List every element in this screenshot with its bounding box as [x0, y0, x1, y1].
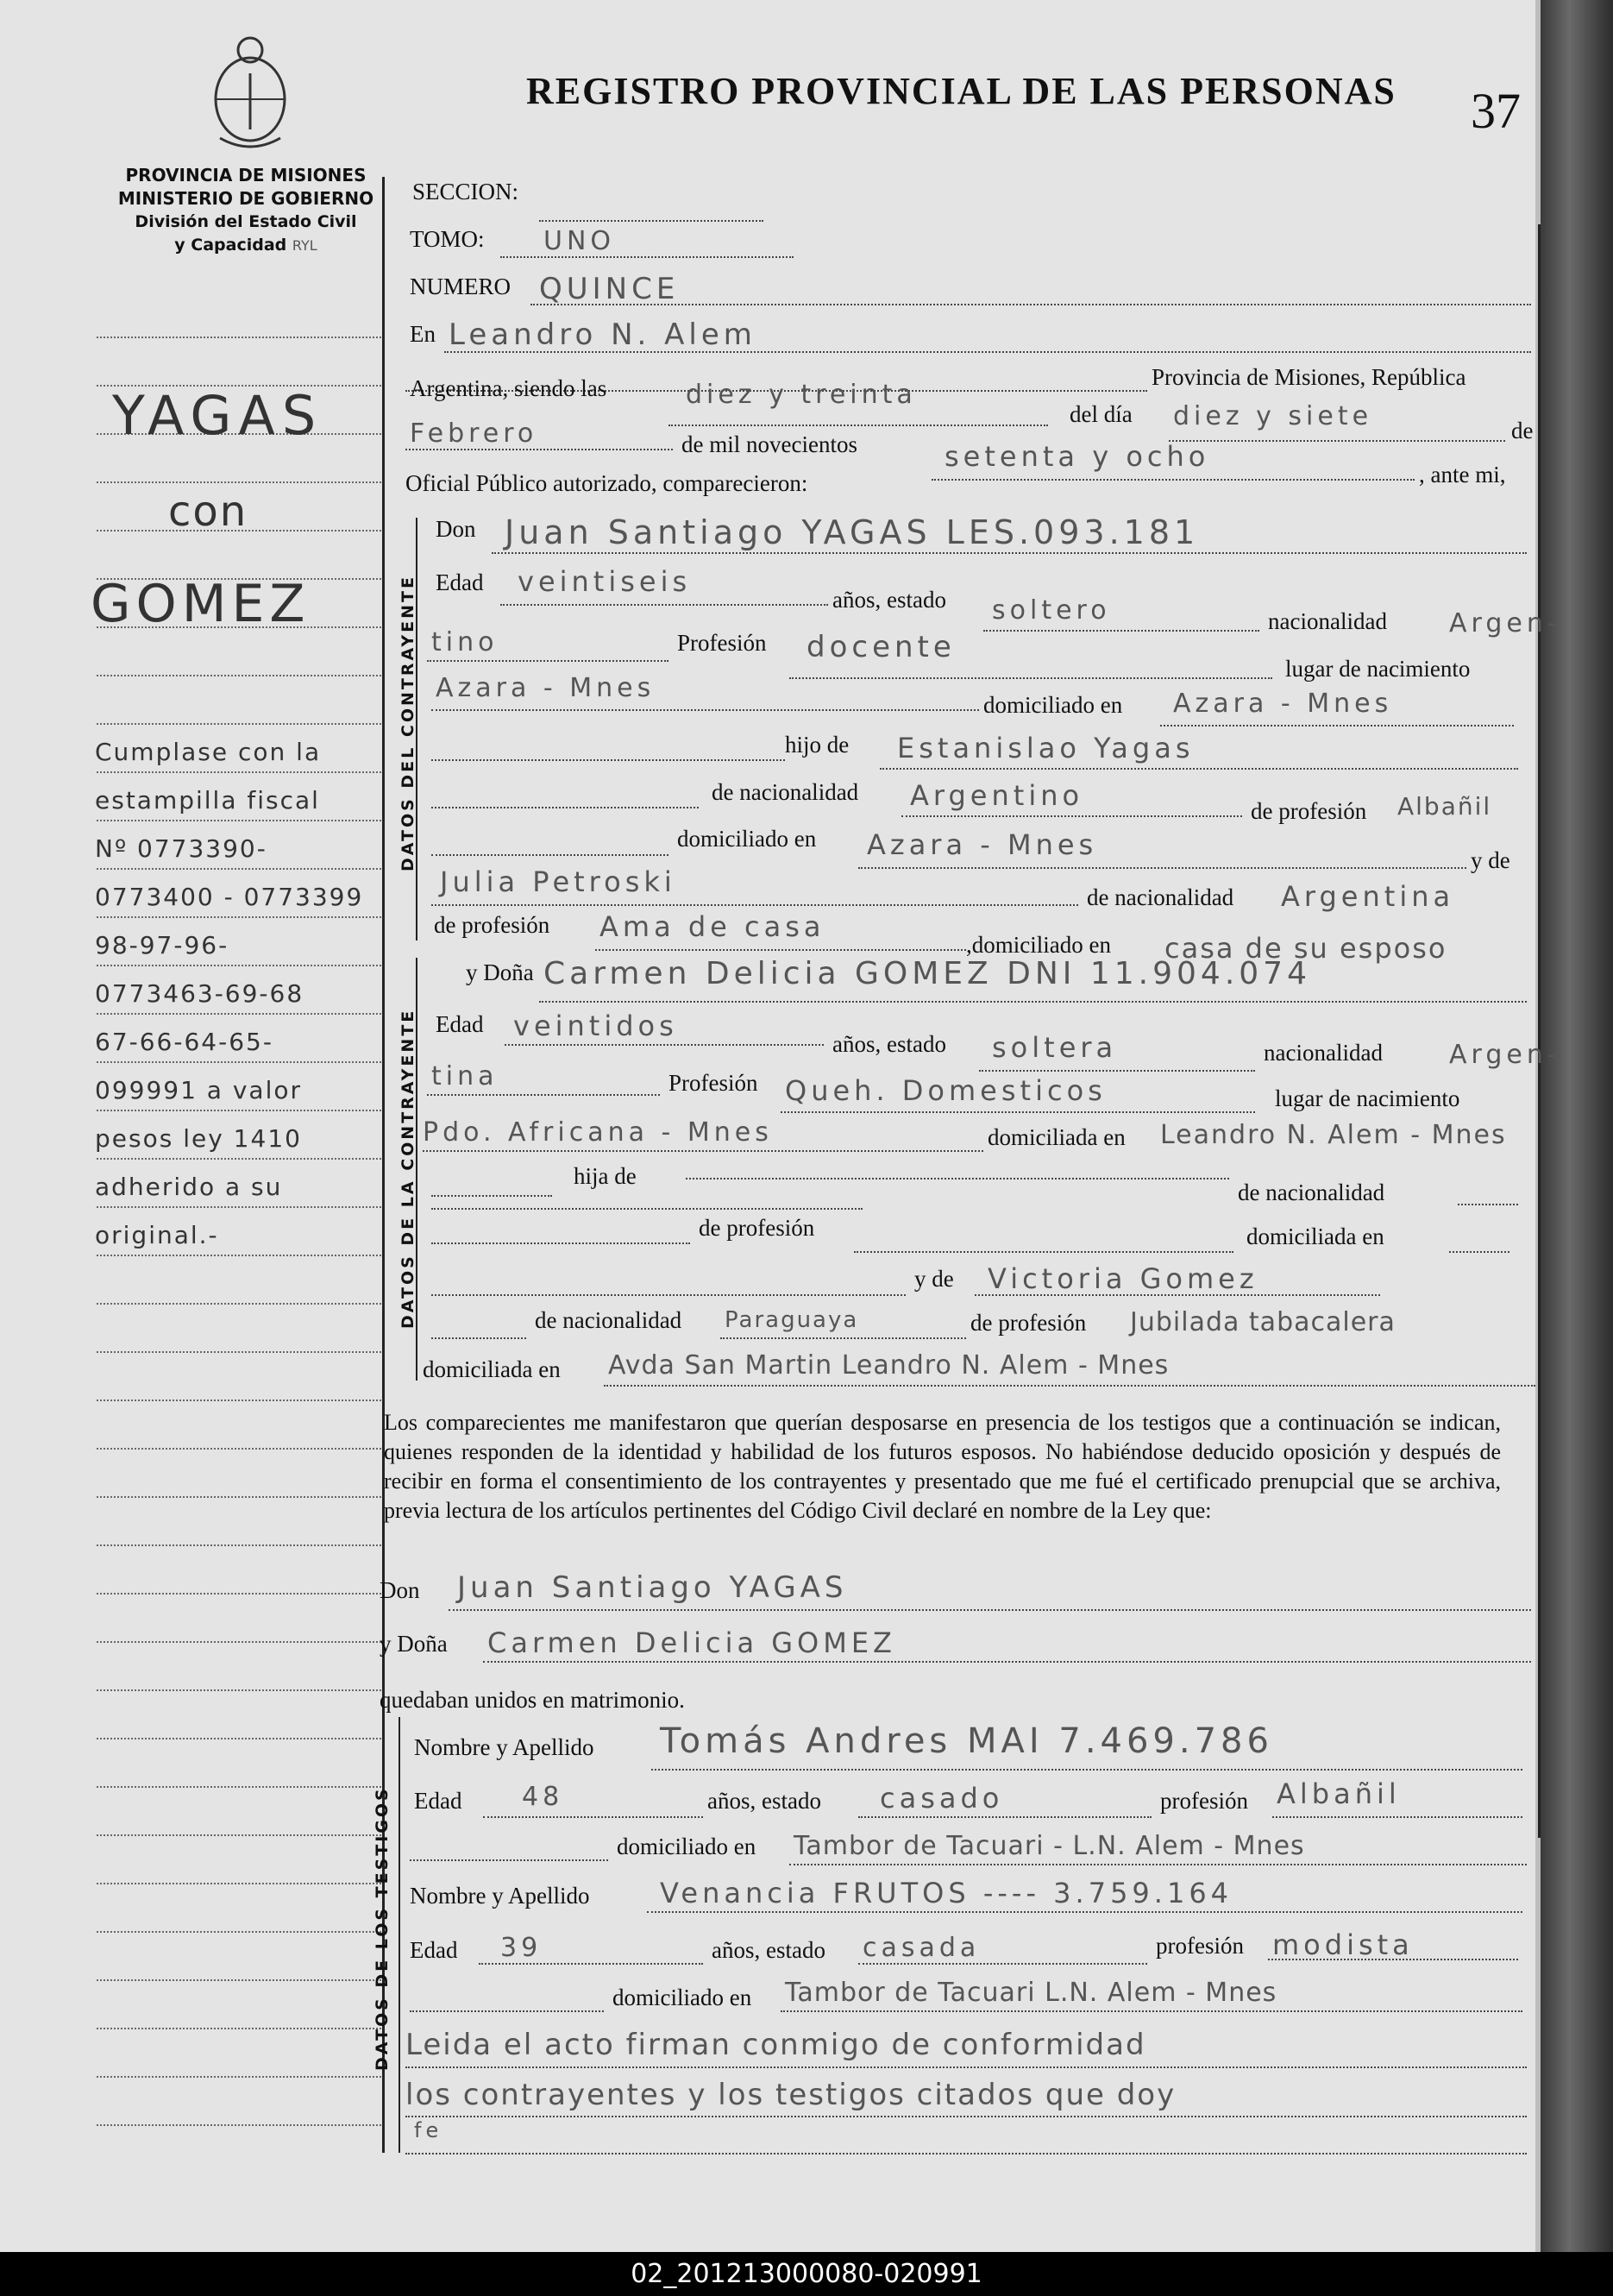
madre-domicilio-label: ,domiciliado en: [966, 932, 1111, 958]
t2-nombre: Venancia FRUTOS ---- 3.759.164: [660, 1877, 1233, 1909]
contrayenta-y-de: y de: [914, 1266, 954, 1292]
t2-estado-line: [858, 1963, 1147, 1965]
madre-prof-line: [595, 949, 966, 951]
t1-edad-label: Edad: [414, 1788, 462, 1814]
t1-profesion: Albañil: [1277, 1777, 1401, 1810]
don-line: [492, 552, 1527, 554]
seccion-label: SECCION:: [412, 179, 519, 204]
profesion-label: Profesión: [677, 630, 767, 656]
hija-second-line: [431, 1208, 863, 1210]
contrayente-edad: veintiseis: [518, 565, 692, 598]
seccion-line: [539, 220, 763, 222]
closing-line-3: fe: [414, 2118, 443, 2142]
t2-dom-line: [781, 2010, 1522, 2012]
margin-rule: [97, 916, 381, 918]
decl-don-label: Don: [380, 1577, 420, 1603]
hija-line: [686, 1178, 1229, 1179]
contrayenta-madre-domicilio-label: domiciliada en: [423, 1356, 561, 1382]
y-de-label: y de: [1471, 847, 1510, 873]
padre-dom-line: [858, 867, 1466, 869]
closing-line-3-rule: [405, 2153, 1527, 2154]
margin-rule: [97, 1786, 381, 1788]
edad-label: Edad: [436, 569, 484, 595]
contrayente-padre-domicilio: Azara - Mnes: [867, 828, 1098, 861]
t2-edad: 39: [500, 1933, 543, 1963]
contrayenta-nac-b-line: [427, 1094, 660, 1096]
contrayenta-madre-profesion-label: de profesión: [970, 1310, 1087, 1336]
t1-nombre-line: [651, 1769, 1522, 1771]
t2-edad-label: Edad: [410, 1937, 458, 1963]
margin-note-line: Nº 0773390-: [95, 834, 267, 863]
hijo-pre-line: [431, 759, 785, 761]
contrayente-madre: Julia Petroski: [440, 865, 676, 898]
contrayenta-edad-label: Edad: [436, 1011, 484, 1037]
t2-profesion-label: profesión: [1156, 1933, 1244, 1959]
prof-pre-line: [431, 1242, 690, 1244]
issuing-office: PROVINCIA DE MISIONES MINISTERIO DE GOBIERNO División del Estado Civil y Capacidad RYL: [117, 165, 374, 255]
t2-domiciliado-label: domiciliado en: [612, 1985, 752, 2010]
contrayente-padre-profesion: Albañil: [1397, 792, 1492, 821]
contrayente-madre-nacionalidad: Argentina: [1281, 880, 1455, 913]
lugar-label: lugar de nacimiento: [1285, 656, 1471, 682]
contrayenta-edad: veintidos: [513, 1010, 678, 1042]
padre-domicilio-label: domiciliado en: [677, 826, 817, 852]
margin-rule: [97, 1400, 381, 1401]
decl-dona-value: Carmen Delicia GOMEZ: [487, 1626, 896, 1659]
t1-edad-line: [483, 1816, 703, 1818]
hija-profesion-label: de profesión: [699, 1215, 815, 1241]
section-label-testigos: DATOS DE LOS TESTIGOS: [373, 1786, 392, 2071]
t2-dom-pre-line: [410, 2010, 604, 2012]
margin-rule: [97, 2076, 381, 2078]
padre-dom-pre-line: [431, 854, 668, 856]
declaration-paragraph: Los comparecientes me manifestaron que querían desposarse en presencia de los testigos que a continuación se indican, quienes responden de la identidad y habilidad de los futuros esposos. No habiéndose deducido oposición y después de recibir en forma el consentimiento de los contrayentes y presentado que me fué el certificado prenupcial que se archiva, previa lectura de los artículos pertinentes del Código Civil declaré en nombre de la Ley que:: [384, 1410, 1501, 1523]
margin-rule: [97, 1351, 381, 1353]
closing-line-2-rule: [405, 2116, 1527, 2117]
margin-rule: [97, 723, 381, 725]
hija-dom-line: [1449, 1251, 1509, 1253]
contrayenta-estado-line: [979, 1070, 1255, 1072]
t1-dom-line: [789, 1864, 1527, 1865]
margin-rule: [97, 1931, 381, 1933]
contrayenta-lugar: Pdo. Africana - Mnes: [423, 1117, 773, 1148]
contrayenta-madre: Victoria Gomez: [988, 1262, 1258, 1295]
margin-rule: [97, 2028, 381, 2029]
contrayenta-profesion: Queh. Domesticos: [785, 1074, 1107, 1107]
padre-nac-line: [901, 815, 1242, 817]
padre-nac-pre-line: [431, 807, 699, 808]
madre-line: [431, 904, 1078, 906]
margin-rule: [97, 1834, 381, 1836]
lugar-line: [431, 709, 979, 711]
testigos-rule: [399, 1717, 400, 2153]
t2-profesion: modista: [1272, 1928, 1414, 1961]
y-de-pre-line: [431, 1294, 906, 1296]
en-label: En: [410, 321, 436, 347]
contrayente-profesion: docente: [806, 630, 956, 664]
margin-note-line: pesos ley 1410: [95, 1124, 302, 1153]
hija-pre-line: [431, 1195, 552, 1197]
margin-rule: [97, 1979, 381, 1981]
margin-note-line: Cumplase con la: [95, 738, 322, 766]
numero-line: [530, 304, 1531, 305]
t1-edad: 48: [522, 1782, 564, 1812]
margin-rule: [97, 2124, 381, 2126]
t2-anios-estado: años, estado: [712, 1937, 825, 1963]
hora-value: diez y treinta: [686, 380, 917, 410]
contrayenta-nacionalidad-label: nacionalidad: [1264, 1040, 1383, 1066]
contrayenta-lugar-label: lugar de nacimiento: [1275, 1085, 1460, 1111]
contrayenta-anios-estado: años, estado: [832, 1031, 946, 1057]
contrayenta-estado: soltera: [992, 1031, 1118, 1064]
margin-surname-2: GOMEZ: [91, 574, 311, 634]
madre-profesion-label: de profesión: [434, 912, 550, 938]
t1-estado-line: [858, 1816, 1152, 1818]
anios-estado: años, estado: [832, 587, 946, 613]
contrayenta-madre-domicilio: Avda San Martin Leandro N. Alem - Mnes: [608, 1350, 1170, 1381]
t1-profesion-label: profesión: [1160, 1788, 1248, 1814]
contrayenta-domicilio: Leandro N. Alem - Mnes: [1160, 1120, 1507, 1150]
margin-rule: [97, 1206, 381, 1208]
margin-note-line: 099991 a valor: [95, 1076, 302, 1104]
main-right-rule: [1538, 224, 1541, 1838]
hija-domiciliada-label: domiciliada en: [1246, 1223, 1384, 1249]
margin-rule: [97, 1110, 381, 1111]
contrayenta-madre-profesion: Jubilada tabacalera: [1130, 1307, 1396, 1337]
margin-note-line: 98-97-96-: [95, 931, 229, 959]
dona-label: y Doña: [466, 959, 534, 985]
t1-dom-pre-line: [410, 1859, 608, 1861]
dia-value: diez y siete: [1173, 401, 1373, 431]
contrayente-madre-profesion: Ama de casa: [599, 910, 825, 943]
nacionalidad-label: nacionalidad: [1268, 608, 1387, 634]
hija-label: hija de: [574, 1163, 637, 1189]
numero-value: QUINCE: [539, 272, 680, 306]
t2-nombre-line: [647, 1911, 1522, 1913]
page-number: 37: [1471, 83, 1521, 139]
coat-of-arms-icon: [203, 26, 298, 155]
oficial-text: Oficial Público autorizado, comparecieron:: [405, 470, 808, 496]
estado-line: [983, 630, 1259, 632]
t1-nombre: Tomás Andres MAI 7.469.786: [660, 1721, 1273, 1761]
decl-don-value: Juan Santiago YAGAS: [457, 1570, 848, 1605]
decl-dona-label: y Doña: [380, 1631, 448, 1657]
margin-rule: [97, 1448, 381, 1450]
contrayente-padre-nacionalidad: Argentino: [910, 779, 1084, 812]
margin-rule: [97, 1061, 381, 1063]
margin-rule: [97, 965, 381, 966]
tomo-value: UNO: [543, 226, 616, 256]
t1-domiciliado-label: domiciliado en: [617, 1834, 756, 1859]
anio-line: [932, 479, 1415, 481]
t2-estado: casada: [863, 1933, 981, 1963]
mes-value: Febrero: [410, 418, 538, 449]
margin-rule: [97, 1883, 381, 1884]
ante-mi: , ante mi,: [1419, 462, 1506, 488]
madre-nacionalidad-label: de nacionalidad: [1087, 884, 1234, 910]
decl-unidos: quedaban unidos en matrimonio.: [380, 1687, 685, 1713]
file-id: 02_201213000080-020991: [631, 2259, 982, 2289]
margin-note-line: estampilla fiscal: [95, 786, 320, 815]
contrayenta-edad-line: [505, 1044, 824, 1046]
contrayente-nacionalidad-b: tino: [431, 627, 499, 657]
contrayenta-domiciliada-label: domiciliada en: [988, 1124, 1126, 1150]
contrayenta-profesion-label: Profesión: [668, 1070, 758, 1096]
edad-line: [500, 604, 828, 606]
margin-note-line: adherido a su: [95, 1173, 283, 1201]
contrayenta-nombre: Carmen Delicia GOMEZ DNI 11.904.074: [543, 956, 1311, 991]
tomo-label: TOMO:: [410, 226, 485, 252]
argentina-text: Argentina, siendo las: [410, 375, 607, 401]
numero-label: NUMERO: [410, 274, 512, 299]
provincia-text: Provincia de Misiones, República: [1152, 364, 1466, 390]
margin-rule: [97, 1158, 381, 1160]
closing-line-2: los contrayentes y los testigos citados que doy: [405, 2078, 1177, 2112]
t2-edad-line: [479, 1963, 703, 1965]
mes-line: [405, 449, 673, 450]
margin-rule: [97, 771, 381, 773]
margin-rule: [97, 1255, 381, 1256]
margin-note-line: 0773400 - 0773399: [95, 883, 364, 911]
contrayente-domicilio: Azara - Mnes: [1173, 689, 1393, 719]
de-label: de: [1511, 418, 1534, 443]
padre-profesion-label: de profesión: [1251, 798, 1367, 824]
dia-line: [1169, 440, 1505, 442]
margin-rule: [97, 481, 381, 483]
en-value: Leandro N. Alem: [449, 318, 756, 352]
t1-domicilio: Tambor de Tacuari - L.N. Alem - Mnes: [794, 1831, 1305, 1861]
hija-nacionalidad-label: de nacionalidad: [1238, 1179, 1385, 1205]
margin-rule: [97, 820, 381, 821]
margin-rule: [97, 1641, 381, 1643]
contrayenta-nacionalidad-a: Argen-: [1449, 1040, 1561, 1070]
margin-rule: [97, 868, 381, 870]
margin-rule: [97, 337, 381, 338]
t1-nombre-label: Nombre y Apellido: [414, 1734, 594, 1760]
contrayenta-lugar-line: [423, 1150, 983, 1152]
margin-rule: [97, 1303, 381, 1305]
t2-domicilio: Tambor de Tacuari L.N. Alem - Mnes: [785, 1978, 1277, 2008]
section-label-contrayenta: DATOS DE LA CONTRAYENTE: [399, 1008, 417, 1329]
margin-note-line: 0773463-69-68: [95, 979, 304, 1008]
margin-note-line: original.-: [95, 1221, 219, 1249]
book-binding: [1541, 0, 1613, 2252]
t1-prof-line: [1272, 1816, 1522, 1818]
contrayente-padre: Estanislao Yagas: [897, 732, 1195, 764]
hija-prof-line: [854, 1251, 1233, 1253]
contrayenta-nac-pre-line: [431, 1337, 526, 1339]
contrayenta-madre-nacionalidad-label: de nacionalidad: [535, 1307, 682, 1333]
margin-surname-1: YAGAS: [112, 384, 323, 447]
hora-line: [668, 425, 1048, 426]
margin-rule: [97, 675, 381, 676]
contrayenta-madre-nacionalidad: Paraguaya: [725, 1307, 859, 1333]
contrayente-lugar: Azara - Mnes: [436, 673, 656, 703]
nac-b-line: [427, 660, 668, 662]
contrayenta-profesion-line: [781, 1111, 1255, 1113]
margin-rule: [97, 1689, 381, 1691]
margin-rule: [97, 1738, 381, 1739]
decl-dona-line: [483, 1661, 1531, 1663]
margin-rule: [97, 1496, 381, 1498]
contrayente-nombre: Juan Santiago YAGAS LES.093.181: [505, 513, 1200, 551]
register-title: REGISTRO PROVINCIAL DE LAS PERSONAS: [526, 70, 1396, 112]
profesion-line: [789, 677, 1272, 679]
padre-line: [880, 768, 1518, 770]
hijo-label: hijo de: [785, 732, 850, 758]
closing-line-1-rule: [405, 2066, 1527, 2068]
t2-nombre-label: Nombre y Apellido: [410, 1883, 590, 1909]
margin-con: con: [168, 488, 248, 536]
contrayente-estado: soltero: [992, 595, 1111, 626]
decl-don-line: [449, 1609, 1531, 1611]
padre-nacionalidad-label: de nacionalidad: [712, 779, 859, 805]
don-label: Don: [436, 516, 476, 542]
margin-note-line: 67-66-64-65-: [95, 1028, 273, 1056]
dona-line: [539, 1001, 1527, 1003]
contrayente-nacionalidad-a: Argen-: [1449, 608, 1561, 638]
contrayenta-nacionalidad-b: tina: [431, 1061, 499, 1091]
t1-anios-estado: años, estado: [707, 1788, 821, 1814]
t1-estado: casado: [880, 1782, 1004, 1815]
domiciliado-label: domiciliado en: [983, 692, 1123, 718]
initials-mark: RYL: [292, 237, 317, 254]
del-dia-label: del día: [1070, 401, 1133, 427]
tomo-line: [500, 256, 794, 258]
margin-rule: [97, 1593, 381, 1595]
mil-text: de mil novecientos: [681, 431, 857, 457]
hija-nac-line: [1458, 1204, 1518, 1205]
contrayenta-madre-nac-line: [720, 1337, 966, 1339]
closing-line-1: Leida el acto firman conmigo de conformidad: [405, 2028, 1146, 2062]
section-label-contrayente: DATOS DEL CONTRAYENTE: [399, 575, 417, 871]
margin-rule: [97, 1013, 381, 1015]
contrayente-madre-domicilio: casa de su esposo: [1164, 932, 1447, 965]
margin-rule: [97, 1544, 381, 1546]
contrayenta-madre-dom-line: [604, 1385, 1535, 1387]
domicilio-line: [1160, 725, 1514, 727]
anio-value: setenta y ocho: [945, 440, 1210, 473]
